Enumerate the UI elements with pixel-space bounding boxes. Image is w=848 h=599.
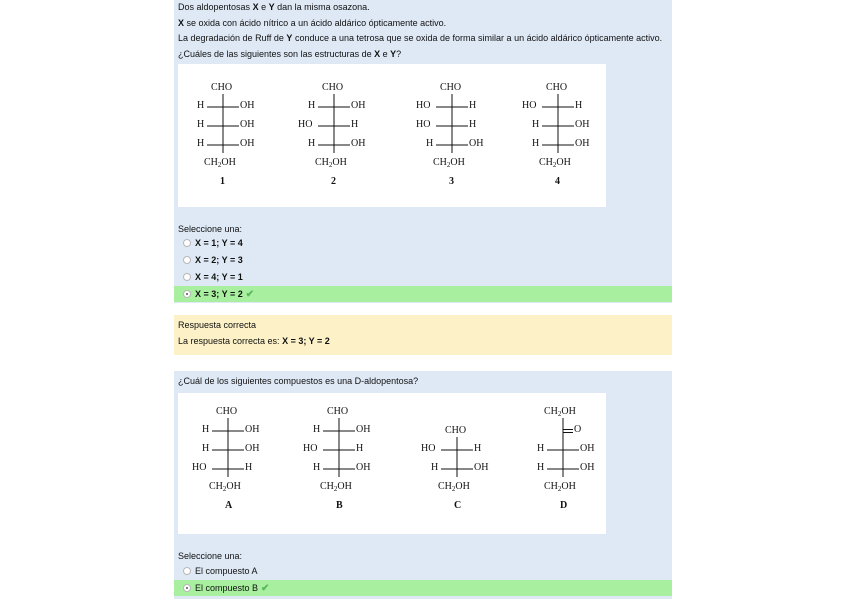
fischer-substituent-left: HO xyxy=(298,119,313,130)
fischer-substituent-left: H xyxy=(197,100,205,111)
fischer-bottom-group: $CH_2OH$ xyxy=(209,481,241,493)
question-1-option-2[interactable] xyxy=(174,252,672,268)
fischer-substituent-right: OH xyxy=(245,443,260,454)
fischer-substituent-left: HO xyxy=(303,443,318,454)
fischer-substituent-left: H xyxy=(313,462,321,473)
structure-number: B xyxy=(336,500,343,511)
fischer-substituent-right: OH xyxy=(245,424,260,435)
fischer-substituent-right: OH xyxy=(351,100,366,111)
fischer-substituent-left: HO xyxy=(522,100,537,111)
fischer-substituent-left: H xyxy=(197,138,205,149)
fischer-bottom-group: $CH_2OH$ xyxy=(320,481,352,493)
question-1-prompt: Seleccione una: xyxy=(178,224,243,234)
fischer-substituent-left: H xyxy=(197,119,205,130)
fischer-substituent-left: H xyxy=(537,462,545,473)
question-1-line: X se oxida con ácido nítrico a un ácido aldárico ópticamente activo. xyxy=(178,17,447,28)
question-1-structures xyxy=(178,64,606,207)
fischer-top-group: CHO xyxy=(445,425,467,436)
fischer-substituent-left: H xyxy=(308,138,316,149)
option-label[interactable]: X = 2; Y = 3 xyxy=(195,255,243,265)
feedback-answer-value: X = 3; Y = 2 xyxy=(282,336,330,346)
radio-button[interactable] xyxy=(183,567,191,575)
fischer-top-group: CHO xyxy=(440,82,462,93)
question-1-line: ¿Cuáles de las siguientes son las estructuras de X e Y? xyxy=(178,48,402,59)
fischer-substituent-left: HO xyxy=(416,100,431,111)
question-1-text xyxy=(178,0,662,62)
fischer-substituent-right: OH xyxy=(474,462,489,473)
fischer-bottom-group: $CH_2OH$ xyxy=(539,157,571,169)
fischer-substituent-right: OH xyxy=(351,138,366,149)
fischer-substituent-left: H xyxy=(537,443,545,454)
feedback-panel xyxy=(174,315,672,355)
radio-button[interactable] xyxy=(183,273,191,281)
question-1-line: La degradación de Ruff de Y conduce a una tetrosa que se oxida de forma similar a un ácido aldárico ópticamente activo. xyxy=(178,33,663,43)
checkmark-icon: ✔ xyxy=(245,289,255,300)
structure-number: D xyxy=(560,500,568,511)
question-2-prompt: Seleccione una: xyxy=(178,551,243,561)
fischer-substituent-right: OH xyxy=(580,462,595,473)
fischer-substituent-left: HO xyxy=(192,462,207,473)
fischer-substituent-right: O xyxy=(574,424,582,435)
fischer-substituent-right: OH xyxy=(240,119,255,130)
fischer-substituent-right: OH xyxy=(469,138,484,149)
fischer-substituent-left: HO xyxy=(421,443,436,454)
question-2-option-2[interactable] xyxy=(174,580,672,596)
fischer-substituent-left: H xyxy=(532,119,540,130)
fischer-substituent-right: OH xyxy=(240,100,255,111)
fischer-substituent-right: H xyxy=(469,100,477,111)
fischer-bonds xyxy=(178,64,606,207)
question-1-option-3[interactable] xyxy=(174,269,672,285)
fischer-substituent-right: H xyxy=(351,119,359,130)
question-1-line: Dos aldopentosas X e Y dan la misma osazona. xyxy=(178,2,370,12)
fischer-bottom-group: $CH_2OH$ xyxy=(544,481,576,493)
fischer-substituent-right: OH xyxy=(580,443,595,454)
option-label[interactable]: X = 4; Y = 1 xyxy=(195,272,243,282)
structure-number: 2 xyxy=(331,176,336,187)
option-label[interactable]: X = 3; Y = 2 ✔ xyxy=(195,289,255,300)
fischer-top-group: $CH_2OH$ xyxy=(544,406,576,418)
fischer-substituent-right: H xyxy=(356,443,364,454)
question-1-panel xyxy=(174,0,672,303)
fischer-top-group: CHO xyxy=(216,406,238,417)
radio-button[interactable] xyxy=(183,290,191,298)
fischer-bottom-group: $CH_2OH$ xyxy=(438,481,470,493)
question-2-option-1[interactable] xyxy=(174,563,672,579)
question-2-text: ¿Cuál de los siguientes compuestos es una D-aldopentosa? xyxy=(178,376,419,386)
feedback-title: Respuesta correcta xyxy=(178,320,257,330)
structure-number: 3 xyxy=(449,176,454,187)
fischer-substituent-right: H xyxy=(245,462,253,473)
fischer-substituent-left: H xyxy=(308,100,316,111)
option-label[interactable]: El compuesto A xyxy=(195,566,258,576)
fischer-substituent-right: OH xyxy=(356,424,371,435)
option-label[interactable]: X = 1; Y = 4 xyxy=(195,238,243,248)
fischer-substituent-right: H xyxy=(474,443,482,454)
fischer-substituent-left: H xyxy=(532,138,540,149)
feedback-answer-prefix: La respuesta correcta es: xyxy=(178,336,283,346)
structure-number: A xyxy=(225,500,233,511)
structure-number: 1 xyxy=(220,176,225,187)
question-1-option-4[interactable] xyxy=(174,286,672,302)
fischer-bottom-group: $CH_2OH$ xyxy=(315,157,347,169)
question-2-panel xyxy=(174,371,672,599)
fischer-top-group: CHO xyxy=(322,82,344,93)
radio-button[interactable] xyxy=(183,239,191,247)
option-label[interactable]: El compuesto B ✔ xyxy=(195,583,270,594)
structure-number: C xyxy=(454,500,462,511)
fischer-substituent-left: H xyxy=(202,424,210,435)
fischer-substituent-left: HO xyxy=(416,119,431,130)
fischer-substituent-left: H xyxy=(426,138,434,149)
radio-button[interactable] xyxy=(183,584,191,592)
fischer-top-group: CHO xyxy=(327,406,349,417)
fischer-bottom-group: $CH_2OH$ xyxy=(204,157,236,169)
fischer-substituent-left: H xyxy=(313,424,321,435)
fischer-substituent-left: H xyxy=(431,462,439,473)
structure-number: 4 xyxy=(555,176,560,187)
fischer-substituent-right: H xyxy=(469,119,477,130)
question-1-option-1[interactable] xyxy=(174,235,672,251)
fischer-substituent-right: OH xyxy=(575,119,590,130)
fischer-substituent-right: OH xyxy=(356,462,371,473)
radio-button[interactable] xyxy=(183,256,191,264)
question-2-structures xyxy=(178,393,606,534)
fischer-bottom-group: $CH_2OH$ xyxy=(433,157,465,169)
feedback-answer xyxy=(178,336,330,346)
fischer-substituent-left: H xyxy=(202,443,210,454)
checkmark-icon: ✔ xyxy=(261,583,270,594)
fischer-substituent-right: OH xyxy=(575,138,590,149)
fischer-top-group: CHO xyxy=(546,82,568,93)
fischer-substituent-right: H xyxy=(575,100,583,111)
fischer-top-group: CHO xyxy=(211,82,233,93)
fischer-substituent-right: OH xyxy=(240,138,255,149)
